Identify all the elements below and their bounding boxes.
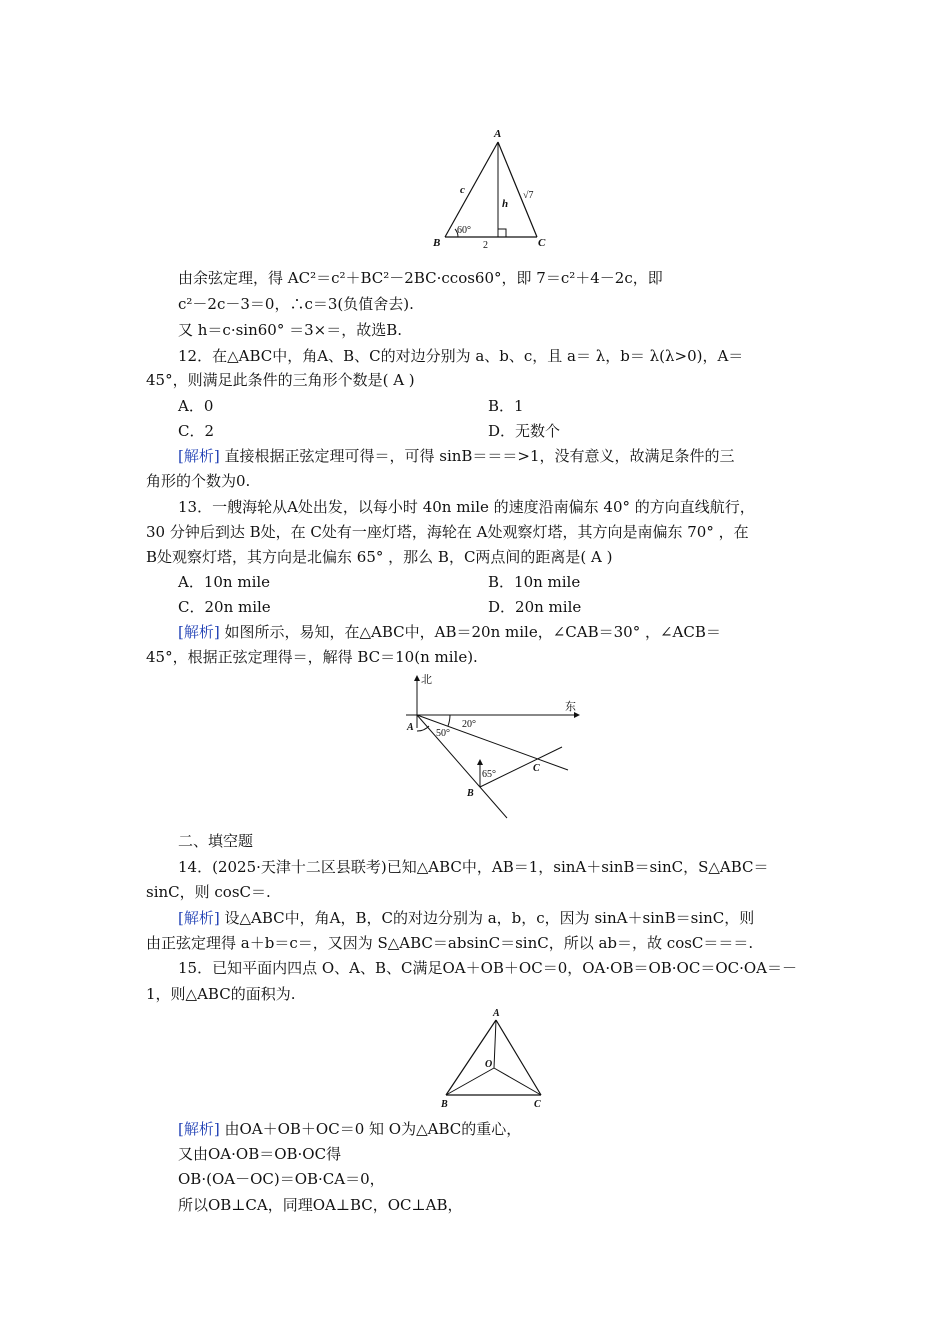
- analysis-tag: [解析]: [178, 909, 220, 927]
- answer-14-text: 设△ABC中，角A，B，C的对边分别为 a，b，c，因为 sinA＋sinB＝sinC，则: [219, 909, 755, 927]
- analysis-tag: [解析]: [178, 623, 220, 641]
- fig1-angle-60: 60°: [457, 225, 471, 236]
- question-15-line-2: 1，则△ABC的面积为.: [146, 985, 296, 1003]
- fig1-side-c: c: [460, 184, 465, 196]
- fig1-label-b: B: [433, 237, 441, 249]
- question-13-line-1: 13．一艘海轮从A处出发，以每小时 40n mile 的速度沿南偏东 40° 的方向直线航行，: [178, 498, 755, 516]
- q12-option-c: C．2: [178, 422, 215, 440]
- navigation-figure: [398, 670, 588, 822]
- centroid-figure: [436, 1006, 556, 1112]
- triangle-figure-1: [425, 125, 555, 255]
- answer-13-line-1: [178, 622, 721, 642]
- fig2-label-a: A: [407, 722, 414, 733]
- fig1-label-c: C: [538, 237, 546, 249]
- fig3-label-b: B: [441, 1099, 448, 1110]
- question-12-line-1: 12．在△ABC中，角A、B、C的对边分别为 a、b、c，且 a＝ λ，b＝ λ(λ>0)，A＝: [178, 347, 744, 365]
- fig1-label-a: A: [494, 128, 502, 140]
- answer-15-line-1: [178, 1119, 521, 1139]
- question-14-line-1: 14．(2025·天津十二区县联考)已知△ABC中，AB＝1，sinA＋sinB＝sinC，S△ABC＝: [178, 858, 769, 876]
- answer-15-line-2: 又由OA·OB＝OB·OC得: [178, 1145, 342, 1163]
- answer-14-line-2: 由正弦定理得 a＋b＝c＝，又因为 S△ABC＝absinC＝sinC，所以 ab＝，故 cosC＝＝＝.: [146, 934, 754, 952]
- q13-option-c: C．20n mile: [178, 598, 271, 616]
- fig1-side-sqrt7: √7: [523, 190, 534, 201]
- analysis-tag: [解析]: [178, 447, 220, 465]
- fig3-label-a: A: [493, 1008, 500, 1019]
- angle-65: 65°: [482, 769, 496, 780]
- question-14-line-2: sinC，则 cosC＝.: [146, 883, 271, 901]
- answer-15-text: 由OA＋OB＋OC＝0 知 O为△ABC的重心，: [219, 1120, 522, 1138]
- q12-option-a: A．0: [178, 397, 214, 415]
- question-13-line-3: B处观察灯塔，其方向是北偏东 65° ，那么 B，C两点间的距离是( A ): [146, 548, 613, 566]
- fig1-base-2: 2: [483, 240, 488, 251]
- answer-14-line-1: [178, 908, 754, 928]
- fig3-label-c: C: [534, 1099, 541, 1110]
- q12-option-b: B．1: [488, 397, 524, 415]
- text-line-1: 由余弦定理，得 AC²＝c²＋BC²－2BC·ccos60°，即 7＝c²＋4－2c，即: [178, 269, 663, 287]
- answer-12-text: 直接根据正弦定理可得＝，可得 sinB＝＝＝>1，没有意义，故满足条件的三: [219, 447, 735, 465]
- answer-15-line-3: OB·(OA－OC)＝OB·CA＝0，: [178, 1170, 385, 1188]
- fig2-label-b: B: [467, 788, 474, 799]
- north-label: 北: [421, 674, 432, 686]
- q13-option-b: B．10n mile: [488, 573, 581, 591]
- question-13-line-2: 30 分钟后到达 B处，在 C处有一座灯塔，海轮在 A处观察灯塔，其方向是南偏东 70° ，在: [146, 523, 749, 541]
- east-label: 东: [565, 701, 576, 713]
- fig3-label-o: O: [485, 1059, 493, 1070]
- text-line-3: 又 h＝c·sin60° ＝3×＝，故选B.: [178, 321, 403, 339]
- analysis-tag: [解析]: [178, 1120, 220, 1138]
- answer-12-line-2: 角形的个数为0.: [146, 472, 251, 490]
- q13-option-d: D．20n mile: [488, 598, 582, 616]
- answer-13-text: 如图所示，易知，在△ABC中，AB＝20n mile，∠CAB＝30° ，∠ACB＝: [219, 623, 721, 641]
- fig2-label-c: C: [533, 763, 540, 774]
- q12-option-d: D．无数个: [488, 422, 561, 440]
- text-line-2: c²－2c－3＝0，∴c＝3(负值舍去).: [178, 295, 414, 313]
- angle-20: 20°: [462, 719, 476, 730]
- answer-13-line-2: 45°，根据正弦定理得＝，解得 BC＝10(n mile).: [146, 648, 478, 666]
- section-fill-in-title: 二、填空题: [178, 832, 254, 850]
- question-12-line-2: 45°，则满足此条件的三角形个数是( A ): [146, 371, 415, 389]
- answer-12-line-1: [178, 446, 735, 466]
- angle-50: 50°: [436, 728, 450, 739]
- fig1-height-h: h: [502, 198, 509, 210]
- question-15-line-1: 15．已知平面内四点 O、A、B、C满足OA＋OB＋OC＝0，OA·OB＝OB·OC＝OC·OA＝－: [178, 959, 798, 977]
- answer-15-line-4: 所以OB⊥CA，同理OA⊥BC，OC⊥AB，: [178, 1196, 463, 1214]
- q13-option-a: A．10n mile: [178, 573, 271, 591]
